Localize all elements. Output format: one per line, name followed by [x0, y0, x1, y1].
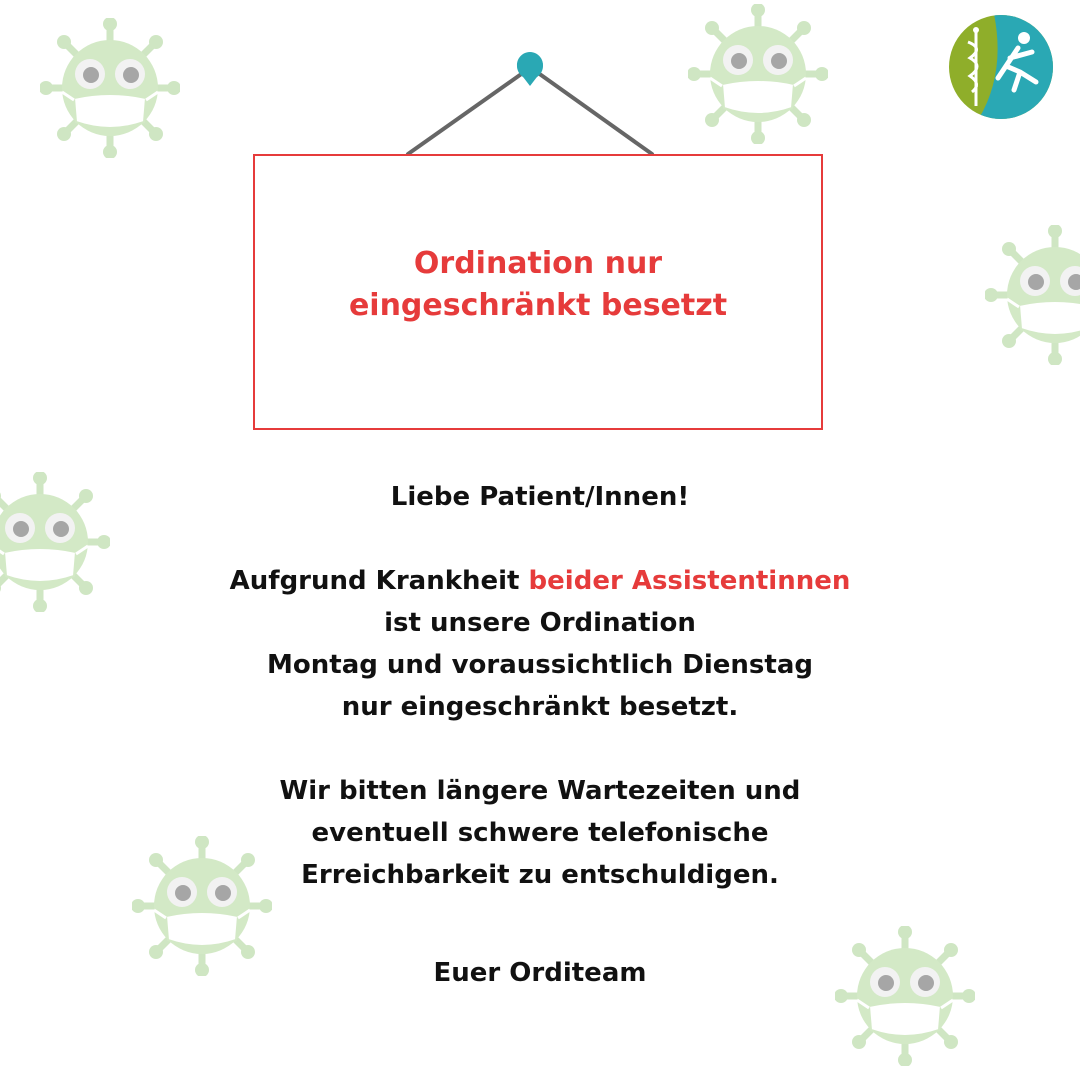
paragraph-1-prefix: Aufgrund Krankheit	[229, 566, 529, 596]
sign-title-line2: eingeschränkt besetzt	[348, 288, 728, 323]
sign-title	[349, 243, 727, 327]
notice-message	[140, 476, 940, 994]
paragraph-1-line1	[140, 560, 940, 602]
paragraph-2-line2: eventuell schwere telefonische	[311, 818, 769, 848]
paragraph-1-line2: ist unsere Ordination	[384, 608, 696, 638]
paragraph-1	[140, 560, 940, 728]
paragraph-2	[140, 770, 940, 896]
signature: Euer Orditeam	[433, 958, 647, 988]
virus-icon-left	[0, 472, 110, 612]
paragraph-2-line3: Erreichbarkeit zu entschuldigen.	[301, 860, 779, 890]
highlight-text: beider Assistentinnen	[528, 566, 851, 596]
paragraph-1-line4: nur eingeschränkt besetzt.	[341, 692, 739, 722]
paragraph-1-line3: Montag und voraussichtlich Dienstag	[267, 650, 813, 680]
sign-title-line1: Ordination nur	[413, 246, 663, 281]
virus-icon-right	[985, 225, 1080, 365]
sign-hanger	[0, 0, 1080, 170]
paragraph-2-line1: Wir bitten längere Wartezeiten und	[279, 776, 801, 806]
notice-sign	[253, 154, 823, 430]
greeting: Liebe Patient/Innen!	[390, 482, 690, 512]
